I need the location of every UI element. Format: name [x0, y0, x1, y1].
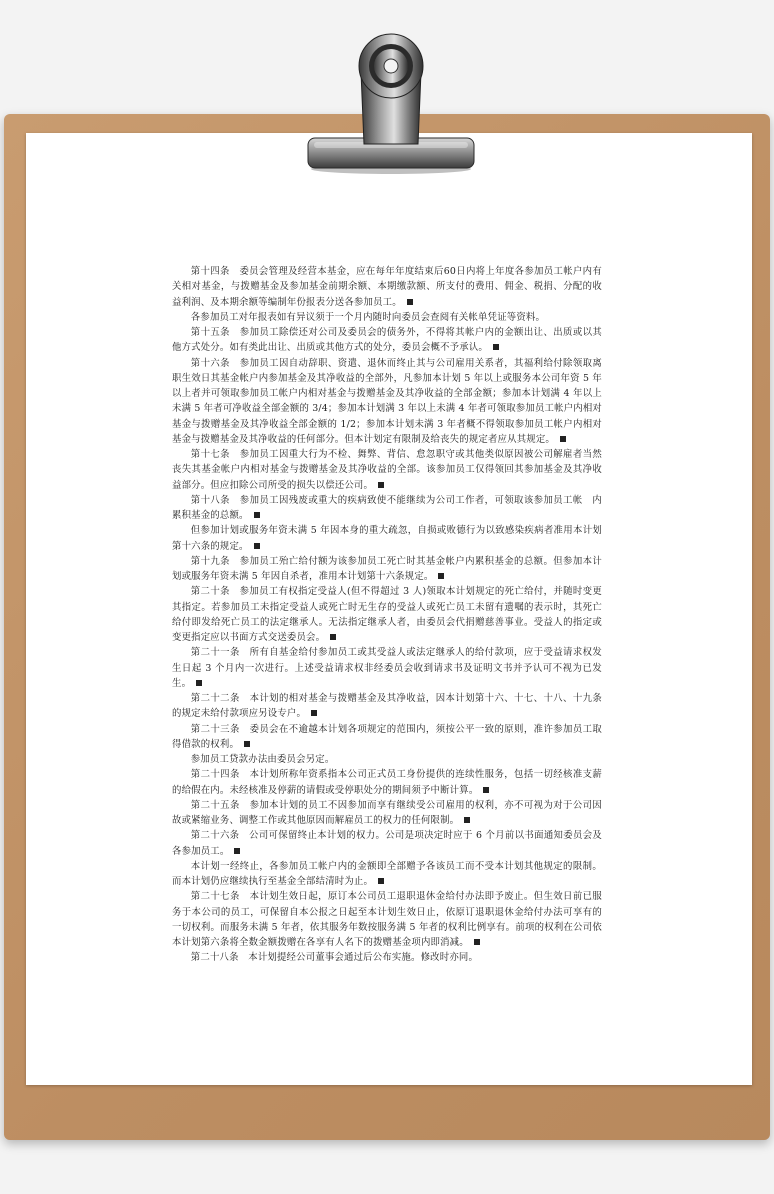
article-26-note: 本计划一经终止，各参加员工帐户内的金额即全部赠予各该员工而不受本计划其他规定的限制。而本计划仍应继续执行至基金全部结清时为止。 — [172, 860, 602, 887]
end-mark — [438, 573, 444, 579]
article-14: 第十四条 委员会管理及经营本基金，应在每年年度结束后60日内将上年度各参加员工帐户内有关相对基金，与拨赠基金及参加基金前期余额、本期缴款额、所支付的费用、佣金、税捐、分配的收益利润、及本期余额等编制年份报表分送各参加员工。 — [172, 266, 602, 308]
end-mark — [311, 710, 317, 716]
end-mark — [407, 299, 413, 305]
end-mark — [254, 512, 260, 518]
article-24: 第二十四条 本计划所称年资系指本公司正式员工身份提供的连续性服务，包括一切经核准支薪的给假在内。未经核准及停薪的请假或受停职处分的期间须予中断计算。 — [172, 769, 602, 796]
article-26: 第二十六条 公司可保留终止本计划的权力。公司是项决定时应于 6 个月前以书面通知委员会及各参加员工。 — [172, 830, 602, 857]
article-16: 第十六条 参加员工因自动辞职、资遣、退休而终止其与公司雇用关系者，其福利给付除领取离职生效日其基金帐户内参加基金及其净收益的全部外，凡参加本计划 5 年以上或服务本公司年资 5 年以上者并可领取参加员工帐户内相对基金与拨赠基金及其净收益的全部金额；参加本计划满 4 年以上未满 5 年者可净收益全部金额的 3/4；参加本计划满 3 年以上未满 4 年者可领取参加员工帐户内相对基金与拨赠基金及其净收益全部金额的 1/2；参加本计划未满 3 年者概不得领取参加员工帐户内相对基金与拨赠基金及其净收益的任何部分。但本计划定有限制及给丧失的规定者应从其规定。 — [172, 357, 602, 445]
end-mark — [474, 939, 480, 945]
end-mark — [483, 787, 489, 793]
article-28: 第二十八条 本计划提经公司董事会通过后公布实施。修改时亦同。 — [190, 952, 479, 964]
article-14-note: 各参加员工对年报表如有异议须于一个月内随时向委员会查阅有关帐单凭证等资料。 — [190, 311, 546, 323]
article-19: 第十九条 参加员工殆亡给付额为该参加员工死亡时其基金帐户内累积基金的总额。但参加本计划或服务年资未满 5 年因自杀者，准用本计划第十六条规定。 — [172, 555, 602, 582]
article-25: 第二十五条 参加本计划的员工不因参加而享有继续受公司雇用的权利，亦不可视为对于公司因故或紧缩业务、调整工作或其他原因而解雇员工的权力的任何限制。 — [172, 799, 602, 826]
article-18: 第十八条 参加员工因残废或重大的疾病致使不能继续为公司工作者，可领取该参加员工帐 内累积基金的总额。 — [172, 494, 602, 521]
article-23: 第二十三条 委员会在不逾越本计划各项规定的范围内，须按公平一致的原则，准许参加员工取得借款的权利。 — [172, 723, 602, 750]
article-17: 第十七条 参加员工因重大行为不检、舞弊、背信、怠忽职守或其他类似原因被公司解雇者当然丧失其基金帐户内相对基金与拨赠基金及其净收益的全部。该参加员工仅得领回其参加基金及其净收益部分。但应扣除公司所受的损失以偿还公司。 — [172, 449, 602, 491]
end-mark — [330, 634, 336, 640]
article-22: 第二十二条 本计划的相对基金与拨赠基金及其净收益，因本计划第十六、十七、十八、十九条的规定未给付款项应另设专户。 — [172, 693, 602, 720]
article-27: 第二十七条 本计划生效日起，原订本公司员工退职退休金给付办法即予废止。但生效日前已服务于本公司的员工，可保留自本公报之日起至本计划生效日止，依原订退职退休金给付办法可享有的一切权利。而服务未满 5 年者，依其服务年数按服务满 5 年者的权利比例享有。前项的权利在公司依本计划第六条将全数金额拨赠在各享有人名下的拨赠基金项内即消减。 — [172, 891, 602, 948]
article-23-note: 参加员工贷款办法由委员会另定。 — [190, 754, 335, 765]
end-mark — [378, 878, 384, 884]
end-mark — [378, 482, 384, 488]
end-mark — [196, 680, 202, 686]
end-mark — [464, 817, 470, 823]
article-21: 第二十一条 所有自基金给付参加员工或其受益人或法定继承人的给付款项，应于受益请求权发生日起 3 个月内一次进行。上述受益请求权非经委员会收到请求书及证明文书并予认可不视为已发生。 — [172, 647, 602, 689]
article-18-note: 但参加计划或服务年资未满 5 年因本身的重大疏忽，自损或败德行为以致感染疾病者准用本计划第十六条的规定。 — [172, 525, 602, 552]
end-mark — [234, 848, 240, 854]
end-mark — [493, 344, 499, 350]
binder-clip-icon — [306, 26, 476, 176]
end-mark — [560, 436, 566, 442]
article-15: 第十五条 参加员工除偿还对公司及委员会的债务外，不得将其帐户内的金额出让、出质或以其他方式处分。如有类此出让、出质或其他方式的处分，委员会概不予承认。 — [172, 327, 602, 354]
end-mark — [254, 543, 260, 549]
document-body — [172, 264, 602, 966]
article-20: 第二十条 参加员工有权指定受益人(但不得超过 3 人)领取本计划规定的死亡给付，并随时变更其指定。若参加员工未指定受益人或死亡时无生存的受益人或死亡员工未留有遗嘱的表示时，其死亡给付即发给死亡员工的法定继承人。无法指定继承人者，由委员会代捐赠慈善事业。受益人的指定或变更指定应以书面方式交送委员会。 — [172, 586, 602, 643]
end-mark — [244, 741, 250, 747]
